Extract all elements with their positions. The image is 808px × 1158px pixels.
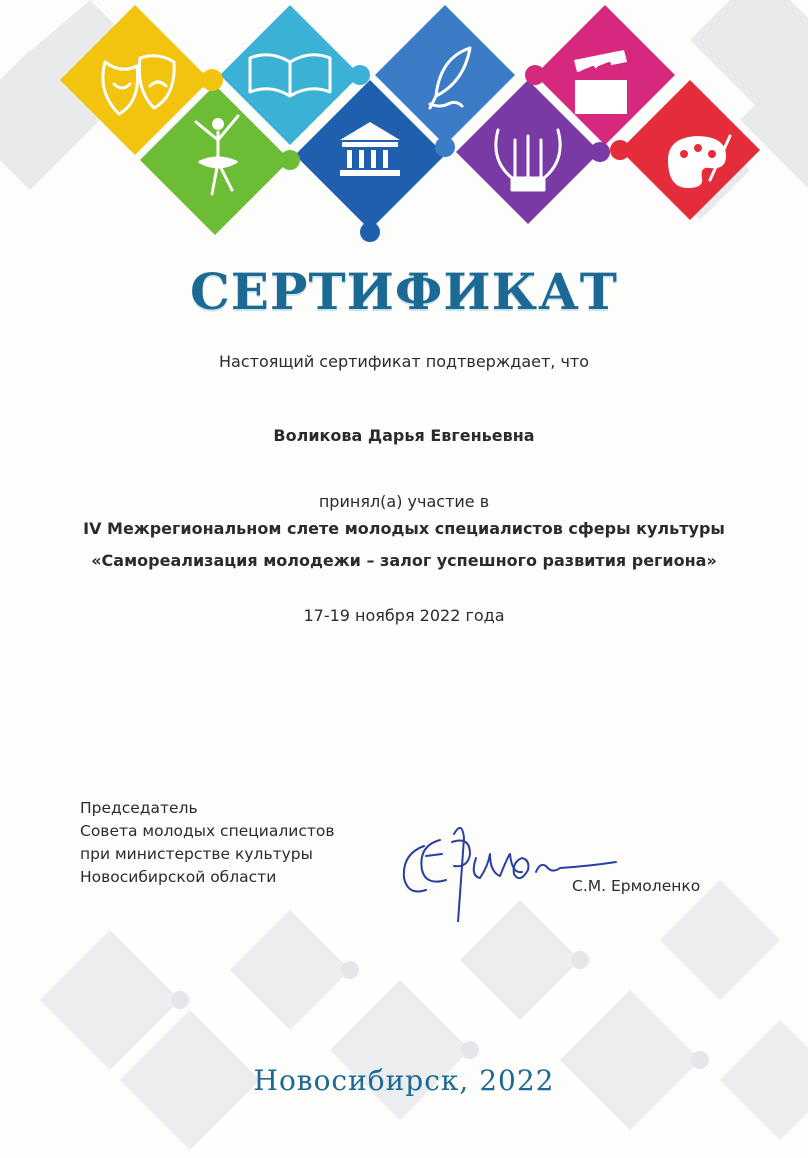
recipient-name: Воликова Дарья Евгеньевна (273, 426, 535, 445)
puzzle-banner (0, 0, 808, 250)
event-name: IV Межрегиональном слете молодых специалистов сферы культуры (83, 519, 725, 538)
position-line: Новосибирской области (80, 868, 277, 886)
position-line: Председатель (80, 799, 198, 817)
bottom-puzzle-pattern (0, 880, 808, 1158)
position-line: Совета молодых специалистов (80, 822, 335, 840)
signatory-position (80, 797, 335, 889)
position-line: при министерстве культуры (80, 845, 313, 863)
event-dates: 17-19 ноября 2022 года (303, 606, 505, 625)
city-year: Новосибирск, 2022 (253, 1064, 555, 1097)
intro-text: Настоящий сертификат подтверждает, что (218, 352, 590, 371)
signatory-name: С.М. Ермоленко (572, 877, 701, 895)
event-theme: «Самореализация молодежи – залог успешного развития региона» (91, 551, 717, 570)
participation-text: принял(а) участие в (318, 492, 490, 511)
film-clapper-icon (574, 50, 627, 114)
certificate-title: СЕРТИФИКАТ (189, 262, 619, 321)
